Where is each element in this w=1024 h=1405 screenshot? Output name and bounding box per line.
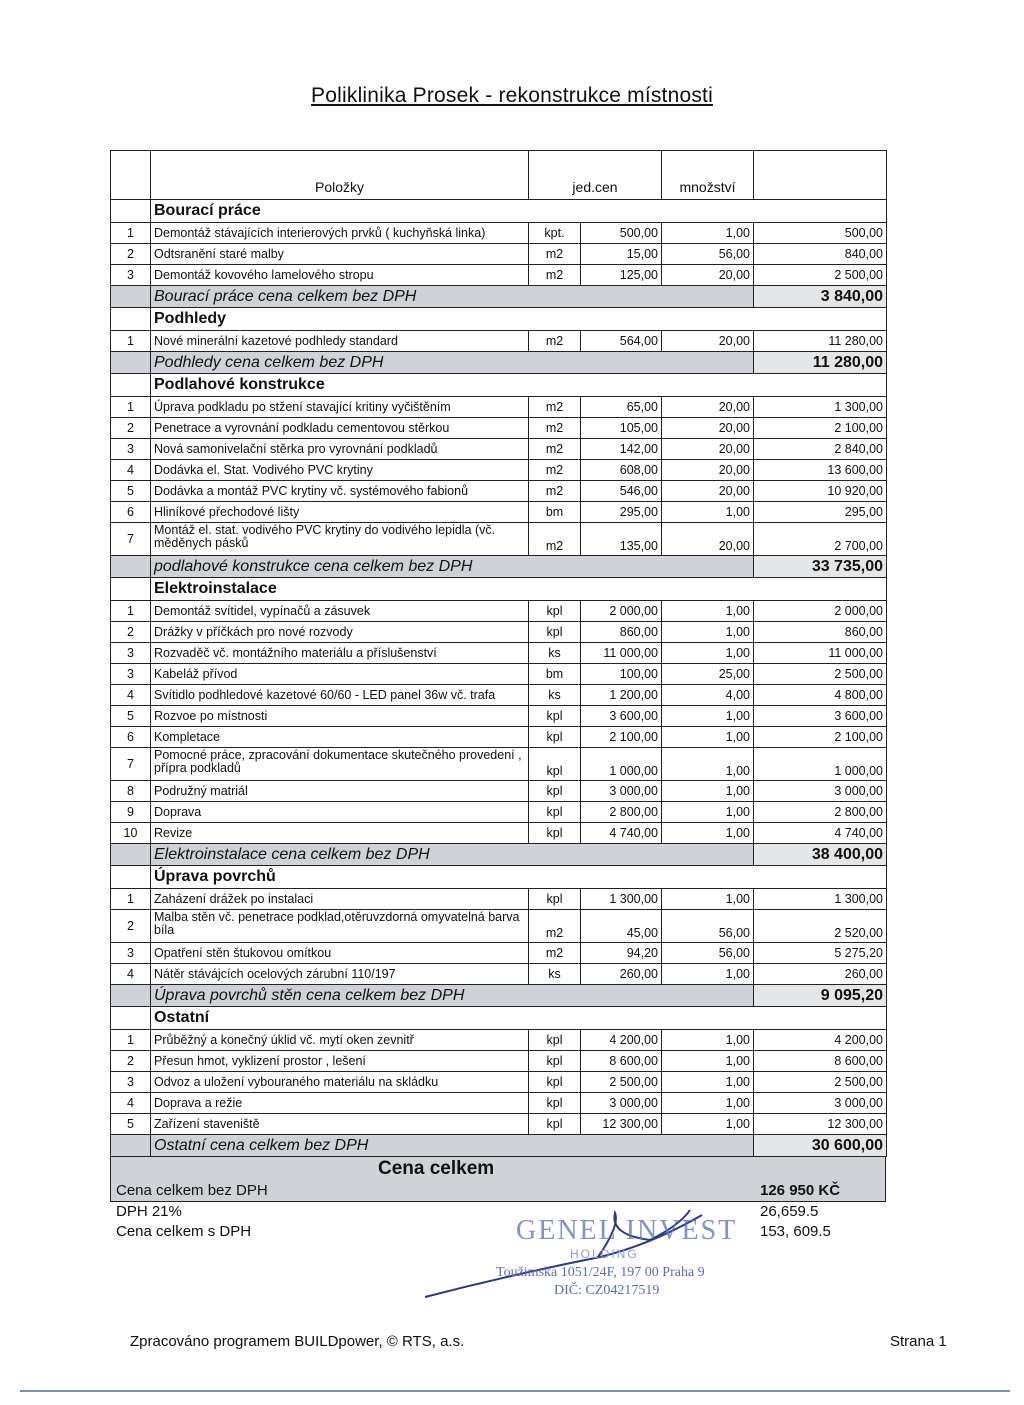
row-unit: m2 (529, 331, 581, 352)
row-total: 500,00 (754, 223, 887, 244)
section-total-value: 33 735,00 (754, 556, 887, 578)
summary-value-gross: 153, 609.5 (760, 1223, 831, 1240)
row-unit: kpl (529, 889, 581, 910)
row-description: Revize (151, 823, 529, 844)
company-stamp (420, 1205, 740, 1305)
row-total: 12 300,00 (754, 1114, 887, 1135)
table-row (111, 481, 887, 502)
row-unit-price: 546,00 (581, 481, 662, 502)
section-total-label: Elektroinstalace cena celkem bez DPH (151, 844, 754, 866)
row-description: Rozvoe po místnosti (151, 706, 529, 727)
row-description: Průběžný a konečný úklid vč. mytí oken zevnitř (151, 1030, 529, 1051)
row-quantity: 1,00 (662, 1093, 754, 1114)
row-total: 2 840,00 (754, 439, 887, 460)
section-no-cell (111, 578, 151, 601)
section-total-row (111, 286, 887, 308)
summary-label-net: Cena celkem bez DPH (116, 1182, 268, 1199)
row-number: 3 (111, 664, 151, 685)
section-total-value: 9 095,20 (754, 985, 887, 1007)
row-quantity: 20,00 (662, 331, 754, 352)
row-description: Demontáž kovového lamelového stropu (151, 265, 529, 286)
row-description: Nová samonivelační stěrka pro vyrovnání podkladů (151, 439, 529, 460)
row-description: Montáž el. stat. vodivého PVC krytiny do vodivého lepidla (vč. měděnych pásků (151, 523, 529, 556)
row-number: 3 (111, 643, 151, 664)
row-unit: bm (529, 664, 581, 685)
row-total: 3 000,00 (754, 1093, 887, 1114)
row-description: Drážky v příčkách pro nové rozvody (151, 622, 529, 643)
section-total-value: 3 840,00 (754, 286, 887, 308)
row-unit: m2 (529, 943, 581, 964)
row-unit: kpl (529, 781, 581, 802)
row-quantity: 20,00 (662, 439, 754, 460)
table-row (111, 964, 887, 985)
total-no-cell (111, 844, 151, 866)
table-row (111, 823, 887, 844)
table-row (111, 265, 887, 286)
row-unit-price: 142,00 (581, 439, 662, 460)
row-total: 2 100,00 (754, 727, 887, 748)
row-description: Odvoz a uložení vybouraného materiálu na skládku (151, 1072, 529, 1093)
row-unit-price: 45,00 (581, 910, 662, 943)
row-number: 4 (111, 1093, 151, 1114)
row-number: 1 (111, 331, 151, 352)
row-quantity: 1,00 (662, 601, 754, 622)
table-row (111, 1051, 887, 1072)
row-unit: m2 (529, 439, 581, 460)
row-description: Malba stěn vč. penetrace podklad,otěruvzdorná omyvatelná barva bíla (151, 910, 529, 943)
row-total: 4 200,00 (754, 1030, 887, 1051)
scan-edge-line (20, 1390, 1010, 1392)
row-unit: m2 (529, 460, 581, 481)
row-description: Podružný matriál (151, 781, 529, 802)
row-total: 13 600,00 (754, 460, 887, 481)
row-unit-price: 15,00 (581, 244, 662, 265)
row-number: 2 (111, 1051, 151, 1072)
row-quantity: 1,00 (662, 1051, 754, 1072)
row-unit: m2 (529, 910, 581, 943)
row-unit: ks (529, 685, 581, 706)
total-no-cell (111, 985, 151, 1007)
section-total-row (111, 844, 887, 866)
table-row (111, 1072, 887, 1093)
row-unit-price: 2 500,00 (581, 1072, 662, 1093)
section-name: Elektroinstalace (151, 578, 887, 601)
section-name: Podlahové konstrukce (151, 374, 887, 397)
row-total: 1 300,00 (754, 397, 887, 418)
row-quantity: 20,00 (662, 418, 754, 439)
section-total-value: 11 280,00 (754, 352, 887, 374)
header-item: Položky (151, 151, 529, 200)
row-unit-price: 3 000,00 (581, 1093, 662, 1114)
row-description: Zařízení staveniště (151, 1114, 529, 1135)
row-number: 5 (111, 706, 151, 727)
table-row (111, 727, 887, 748)
row-total: 5 275,20 (754, 943, 887, 964)
row-total: 2 500,00 (754, 664, 887, 685)
section-no-cell (111, 866, 151, 889)
table-row (111, 910, 887, 943)
table-row (111, 502, 887, 523)
row-unit: m2 (529, 523, 581, 556)
row-number: 1 (111, 889, 151, 910)
row-number: 3 (111, 265, 151, 286)
row-total: 2 500,00 (754, 1072, 887, 1093)
budget-table-wrapper (110, 150, 886, 1202)
row-unit-price: 1 200,00 (581, 685, 662, 706)
table-row (111, 331, 887, 352)
row-number: 1 (111, 223, 151, 244)
budget-table (110, 150, 887, 1157)
table-row (111, 943, 887, 964)
footer-page-number: Strana 1 (890, 1333, 947, 1350)
row-unit: kpl (529, 706, 581, 727)
row-unit: bm (529, 502, 581, 523)
row-unit: kpl (529, 1051, 581, 1072)
document-title: Poliklinika Prosek - rekonstrukce místnosti (311, 84, 713, 107)
row-total: 1 000,00 (754, 748, 887, 781)
row-quantity: 1,00 (662, 964, 754, 985)
table-row (111, 781, 887, 802)
row-description: Úprava podkladu po stžení stavající kritiny vyčištěním (151, 397, 529, 418)
row-number: 4 (111, 964, 151, 985)
row-description: Odtsranění staré malby (151, 244, 529, 265)
row-unit: kpl (529, 1030, 581, 1051)
summary-value-vat: 26,659.5 (760, 1203, 819, 1220)
row-quantity: 1,00 (662, 622, 754, 643)
row-unit-price: 1 000,00 (581, 748, 662, 781)
table-row (111, 802, 887, 823)
summary-label-gross: Cena celkem s DPH (116, 1223, 252, 1240)
section-name: Ostatní (151, 1007, 887, 1030)
row-total: 2 500,00 (754, 265, 887, 286)
row-quantity: 1,00 (662, 823, 754, 844)
section-no-cell (111, 200, 151, 223)
row-description: Penetrace a vyrovnání podkladu cementovou stěrkou (151, 418, 529, 439)
footer-software: Zpracováno programem BUILDpower, © RTS, a.s. (130, 1333, 465, 1350)
table-header-row (111, 151, 887, 200)
row-number: 3 (111, 943, 151, 964)
row-quantity: 1,00 (662, 802, 754, 823)
row-quantity: 20,00 (662, 523, 754, 556)
row-number: 1 (111, 1030, 151, 1051)
row-unit-price: 94,20 (581, 943, 662, 964)
row-quantity: 56,00 (662, 244, 754, 265)
section-total-label: Podhledy cena celkem bez DPH (151, 352, 754, 374)
section-header-row (111, 374, 887, 397)
row-total: 2 800,00 (754, 802, 887, 823)
row-number: 10 (111, 823, 151, 844)
row-description: Opatření stěn štukovou omítkou (151, 943, 529, 964)
row-unit: m2 (529, 481, 581, 502)
row-number: 5 (111, 481, 151, 502)
row-quantity: 1,00 (662, 706, 754, 727)
row-unit-price: 8 600,00 (581, 1051, 662, 1072)
row-number: 7 (111, 523, 151, 556)
total-no-cell (111, 556, 151, 578)
section-total-value: 38 400,00 (754, 844, 887, 866)
row-quantity: 1,00 (662, 502, 754, 523)
row-total: 2 520,00 (754, 910, 887, 943)
section-header-row (111, 866, 887, 889)
row-number: 6 (111, 502, 151, 523)
section-name: Podhledy (151, 308, 887, 331)
header-quantity: množství (662, 151, 754, 200)
row-unit-price: 105,00 (581, 418, 662, 439)
row-quantity: 1,00 (662, 1114, 754, 1135)
row-quantity: 1,00 (662, 748, 754, 781)
row-unit: kpl (529, 1072, 581, 1093)
table-row (111, 889, 887, 910)
row-quantity: 20,00 (662, 265, 754, 286)
row-description: Nové minerální kazetové podhledy standard (151, 331, 529, 352)
row-number: 2 (111, 244, 151, 265)
row-unit-price: 65,00 (581, 397, 662, 418)
row-total: 4 740,00 (754, 823, 887, 844)
row-total: 1 300,00 (754, 889, 887, 910)
row-quantity: 1,00 (662, 1072, 754, 1093)
row-total: 4 800,00 (754, 685, 887, 706)
row-total: 295,00 (754, 502, 887, 523)
section-total-value: 30 600,00 (754, 1135, 887, 1157)
row-unit: ks (529, 964, 581, 985)
row-number: 3 (111, 439, 151, 460)
row-unit: m2 (529, 418, 581, 439)
row-unit: m2 (529, 397, 581, 418)
section-total-row (111, 1135, 887, 1157)
table-row (111, 244, 887, 265)
row-description: Demontáž svítidel, vypínačů a zásuvek (151, 601, 529, 622)
row-unit: kpl (529, 601, 581, 622)
row-description: Hliníkové přechodové lišty (151, 502, 529, 523)
section-name: Bourací práce (151, 200, 887, 223)
header-unit-price: jed.cen (529, 151, 662, 200)
row-unit: kpl (529, 622, 581, 643)
table-row (111, 1114, 887, 1135)
section-total-label: podlahové konstrukce cena celkem bez DPH (151, 556, 754, 578)
row-quantity: 56,00 (662, 910, 754, 943)
row-unit: kpl (529, 727, 581, 748)
stamp-company: GENEL INVEST (516, 1215, 738, 1246)
row-unit: kpl (529, 748, 581, 781)
table-row (111, 622, 887, 643)
row-unit-price: 295,00 (581, 502, 662, 523)
row-description: Svítidlo podhledové kazetové 60/60 - LED panel 36w vč. trafa (151, 685, 529, 706)
row-total: 8 600,00 (754, 1051, 887, 1072)
table-row (111, 1030, 887, 1051)
section-header-row (111, 1007, 887, 1030)
row-unit-price: 2 800,00 (581, 802, 662, 823)
table-row (111, 223, 887, 244)
row-unit: kpl (529, 802, 581, 823)
row-unit: kpt. (529, 223, 581, 244)
row-unit: m2 (529, 265, 581, 286)
section-name: Úprava povrchů (151, 866, 887, 889)
summary-value-net: 126 950 KČ (760, 1182, 841, 1199)
row-quantity: 1,00 (662, 1030, 754, 1051)
table-row (111, 460, 887, 481)
row-quantity: 1,00 (662, 781, 754, 802)
row-description: Doprava a režie (151, 1093, 529, 1114)
table-row (111, 685, 887, 706)
row-unit-price: 2 100,00 (581, 727, 662, 748)
table-row (111, 748, 887, 781)
row-total: 2 000,00 (754, 601, 887, 622)
row-quantity: 20,00 (662, 397, 754, 418)
row-total: 2 100,00 (754, 418, 887, 439)
row-quantity: 1,00 (662, 643, 754, 664)
stamp-sub: HOLDING (570, 1247, 639, 1261)
stamp-dic: DIČ: CZ04217519 (554, 1283, 660, 1298)
row-total: 2 700,00 (754, 523, 887, 556)
row-unit: kpl (529, 1093, 581, 1114)
row-total: 860,00 (754, 622, 887, 643)
row-number: 3 (111, 1072, 151, 1093)
table-row (111, 397, 887, 418)
row-unit-price: 608,00 (581, 460, 662, 481)
row-unit-price: 860,00 (581, 622, 662, 643)
row-unit-price: 500,00 (581, 223, 662, 244)
row-description: Kabeláž přívod (151, 664, 529, 685)
row-number: 4 (111, 685, 151, 706)
section-total-label: Ostatní cena celkem bez DPH (151, 1135, 754, 1157)
row-unit: m2 (529, 244, 581, 265)
row-unit: kpl (529, 823, 581, 844)
section-total-row (111, 556, 887, 578)
section-total-label: Bourací práce cena celkem bez DPH (151, 286, 754, 308)
row-unit-price: 12 300,00 (581, 1114, 662, 1135)
row-number: 9 (111, 802, 151, 823)
row-unit-price: 125,00 (581, 265, 662, 286)
row-total: 10 920,00 (754, 481, 887, 502)
section-no-cell (111, 374, 151, 397)
section-total-label: Úprava povrchů stěn cena celkem bez DPH (151, 985, 754, 1007)
row-unit-price: 11 000,00 (581, 643, 662, 664)
section-no-cell (111, 308, 151, 331)
row-quantity: 1,00 (662, 727, 754, 748)
row-description: Zaházení drážek po instalaci (151, 889, 529, 910)
section-header-row (111, 308, 887, 331)
row-number: 1 (111, 601, 151, 622)
row-unit-price: 3 600,00 (581, 706, 662, 727)
row-number: 6 (111, 727, 151, 748)
stamp-address: Toužimská 1051/24F, 197 00 Praha 9 (496, 1265, 705, 1280)
row-number: 7 (111, 748, 151, 781)
table-row (111, 706, 887, 727)
row-total: 11 280,00 (754, 331, 887, 352)
row-quantity: 1,00 (662, 223, 754, 244)
table-row (111, 523, 887, 556)
row-number: 1 (111, 397, 151, 418)
row-unit-price: 2 000,00 (581, 601, 662, 622)
row-number: 2 (111, 418, 151, 439)
row-quantity: 4,00 (662, 685, 754, 706)
row-unit-price: 4 200,00 (581, 1030, 662, 1051)
section-header-row (111, 578, 887, 601)
section-header-row (111, 200, 887, 223)
header-cell-no (111, 151, 151, 200)
row-unit-price: 1 300,00 (581, 889, 662, 910)
row-number: 4 (111, 460, 151, 481)
row-description: Dodávka el. Stat. Vodivého PVC krytiny (151, 460, 529, 481)
row-unit-price: 3 000,00 (581, 781, 662, 802)
row-unit: kpl (529, 1114, 581, 1135)
row-total: 260,00 (754, 964, 887, 985)
row-number: 8 (111, 781, 151, 802)
row-total: 11 000,00 (754, 643, 887, 664)
header-cell-total (754, 151, 887, 200)
row-description: Dodávka a montáž PVC krytiny vč. systémového fabionů (151, 481, 529, 502)
row-description: Pomocné práce, zpracování dokumentace skutečného provedení , přípra podkladů (151, 748, 529, 781)
row-description: Doprava (151, 802, 529, 823)
total-no-cell (111, 1135, 151, 1157)
summary-label-vat: DPH 21% (116, 1203, 182, 1220)
row-number: 2 (111, 910, 151, 943)
row-unit-price: 135,00 (581, 523, 662, 556)
table-row (111, 601, 887, 622)
row-number: 2 (111, 622, 151, 643)
row-description: Kompletace (151, 727, 529, 748)
table-row (111, 664, 887, 685)
row-description: Nátěr stávájcích ocelových zárubní 110/197 (151, 964, 529, 985)
total-no-cell (111, 286, 151, 308)
row-unit: ks (529, 643, 581, 664)
table-row (111, 1093, 887, 1114)
row-quantity: 56,00 (662, 943, 754, 964)
row-quantity: 20,00 (662, 481, 754, 502)
row-total: 840,00 (754, 244, 887, 265)
row-unit-price: 260,00 (581, 964, 662, 985)
total-no-cell (111, 352, 151, 374)
row-unit-price: 4 740,00 (581, 823, 662, 844)
table-row (111, 439, 887, 460)
row-description: Přesun hmot, vyklizení prostor , lešení (151, 1051, 529, 1072)
row-unit-price: 100,00 (581, 664, 662, 685)
summary-title: Cena celkem (378, 1158, 495, 1179)
row-description: Rozvaděč vč. montážního materiálu a příslušenství (151, 643, 529, 664)
table-row (111, 643, 887, 664)
table-row (111, 418, 887, 439)
row-quantity: 20,00 (662, 460, 754, 481)
row-number: 5 (111, 1114, 151, 1135)
row-description: Demontáž stávajících interierových prvků ( kuchyňská linka) (151, 223, 529, 244)
row-total: 3 600,00 (754, 706, 887, 727)
row-total: 3 000,00 (754, 781, 887, 802)
section-no-cell (111, 1007, 151, 1030)
row-quantity: 1,00 (662, 889, 754, 910)
row-unit-price: 564,00 (581, 331, 662, 352)
section-total-row (111, 985, 887, 1007)
section-total-row (111, 352, 887, 374)
row-quantity: 25,00 (662, 664, 754, 685)
